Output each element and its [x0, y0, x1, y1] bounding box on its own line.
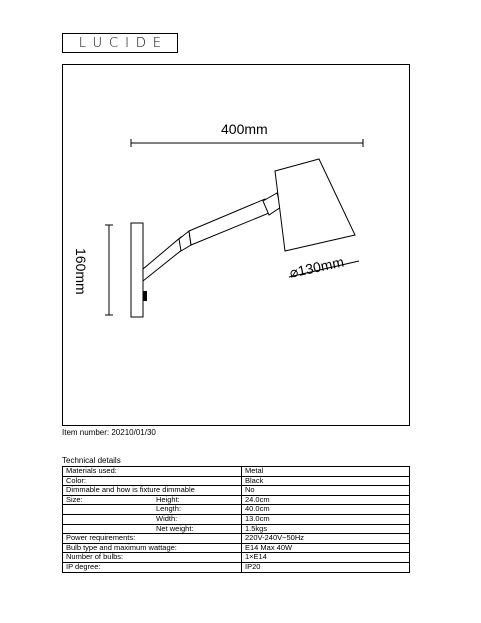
brand-logo-text: LUCIDE: [78, 35, 169, 51]
spec-label: IP degree:: [63, 562, 242, 572]
spec-label: Size:: [63, 495, 154, 505]
spec-value: 40.0cm: [242, 505, 410, 515]
width-dimension-label: 400mm: [221, 121, 268, 137]
diameter-dimension-label: ⌀130mm: [288, 253, 346, 281]
table-row: [63, 514, 410, 524]
arm-lower: [143, 237, 183, 281]
lamp-drawing-svg: [63, 65, 411, 427]
spec-label: Color:: [63, 476, 242, 486]
table-row: [63, 486, 410, 496]
spec-label: Dimmable and how is fixture dimmable: [63, 486, 242, 496]
spec-value: IP20: [242, 562, 410, 572]
table-row: [63, 562, 410, 572]
technical-details-title: Technical details: [62, 456, 121, 465]
switch: [143, 291, 147, 301]
item-number: Item number: 20210/01/30: [62, 428, 156, 437]
spec-label: Power requirements:: [63, 534, 242, 544]
brand-logo: [62, 33, 178, 53]
lamp-shade: [275, 159, 355, 251]
spec-label: Number of bulbs:: [63, 553, 242, 563]
spec-value: 220V-240V~50Hz: [242, 534, 410, 544]
spec-sublabel: Net weight:: [153, 524, 242, 534]
spec-label: Materials used:: [63, 467, 242, 477]
table-row: [63, 467, 410, 477]
table-row: [63, 553, 410, 563]
spec-value: 24.0cm: [242, 495, 410, 505]
spec-value: 1.5kgs: [242, 524, 410, 534]
spec-value: E14 Max 40W: [242, 543, 410, 553]
spec-sublabel: Height:: [153, 495, 242, 505]
technical-drawing: [62, 64, 410, 426]
spec-value: Black: [242, 476, 410, 486]
technical-specs-table: [62, 466, 410, 573]
spec-sublabel: Length:: [153, 505, 242, 515]
table-row: [63, 495, 410, 505]
table-row: [63, 534, 410, 544]
spec-value: 13.0cm: [242, 514, 410, 524]
spec-value: No: [242, 486, 410, 496]
wall-plate: [131, 223, 143, 317]
height-dimension-label: 160mm: [73, 248, 89, 295]
spec-value: 1×E14: [242, 553, 410, 563]
table-row: [63, 505, 410, 515]
arm-upper: [189, 199, 269, 245]
spec-label: Bulb type and maximum wattage:: [63, 543, 242, 553]
spec-sublabel: Width:: [153, 514, 242, 524]
spec-value: Metal: [242, 467, 410, 477]
